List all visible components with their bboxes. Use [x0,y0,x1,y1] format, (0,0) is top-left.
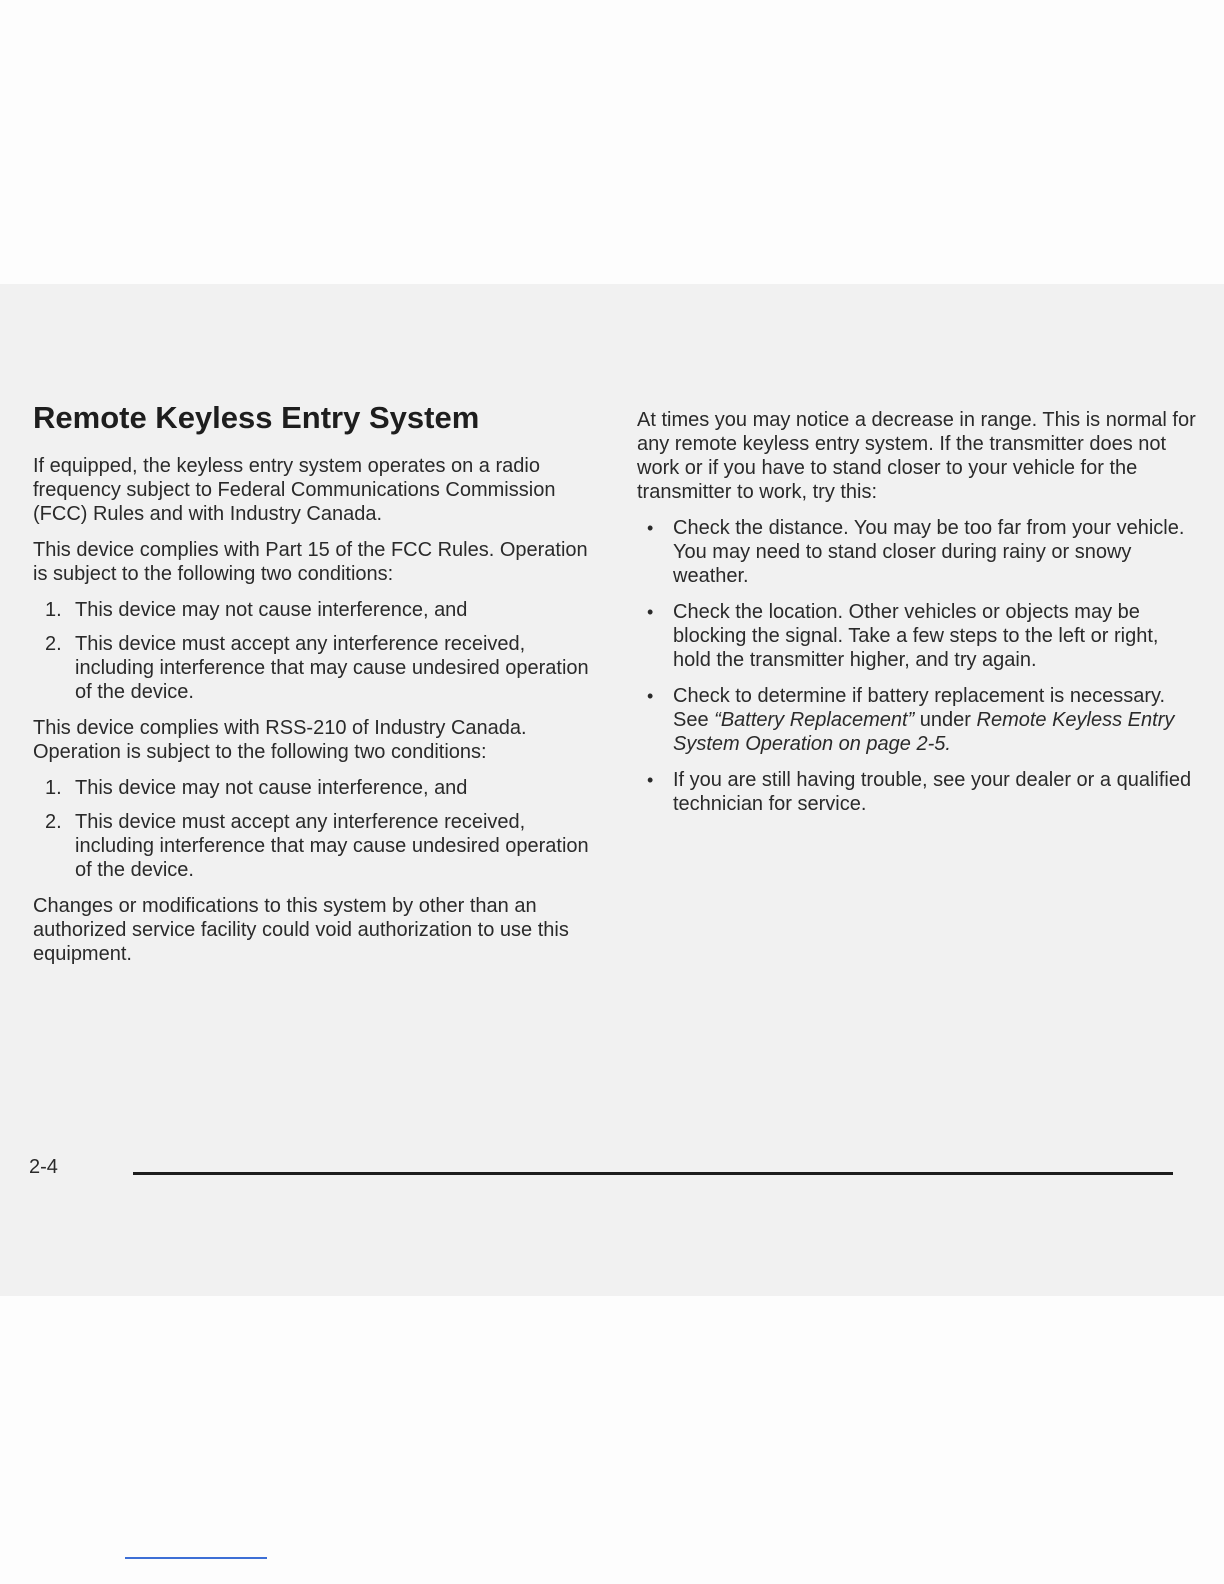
tip-distance: Check the distance. You may be too far from your vehicle. You may need to stand closer during rainy or snowy weather. [673,517,1185,587]
range-intro-paragraph: At times you may notice a decrease in range. This is normal for any remote keyless entry system. If the transmitter does not work or if you have to stand closer to your vehicle for the transmitter to work, try this: [637,409,1196,503]
list-item [33,632,593,704]
left-column [33,398,593,978]
tip-battery-prefix: Check to determine if battery replacement is necessary. See [673,685,1166,731]
bullet-icon: • [647,686,654,706]
list-number: 1. [45,777,62,799]
intro-paragraph: If equipped, the keyless entry system operates on a radio frequency subject to Federal Communications Commission (FCC) Rules and with Industry Canada. [33,455,556,525]
troubleshooting-list [637,516,1197,816]
list-number: 2. [45,633,62,655]
list-item [637,768,1197,816]
list-item-text: This device may not cause interference, and [75,777,468,799]
list-item [637,600,1197,672]
page-number: 2-4 [29,1156,58,1178]
list-item [33,598,593,622]
list-item [33,810,593,882]
section-reference: Remote Keyless Entry System Operation on page 2-5. [673,709,1175,755]
tip-dealer: If you are still having trouble, see your dealer or a qualified technician for service. [673,769,1192,815]
battery-replacement-reference: “Battery Replacement” [714,709,915,731]
list-item [637,516,1197,588]
tip-battery-mid: under [914,709,977,731]
canada-statement: This device complies with RSS-210 of Industry Canada. Operation is subject to the following two conditions: [33,717,527,763]
list-item [637,684,1197,756]
list-item-text: This device may not cause interference, and [75,599,468,621]
fcc-conditions-list [33,598,593,704]
link-underline [125,1557,267,1559]
list-item-text: This device must accept any interference received, including interference that may cause undesired operation of the device. [75,633,589,703]
changes-warning: Changes or modifications to this system by other than an authorized service facility could void authorization to use this equipment. [33,895,569,965]
canada-conditions-list [33,776,593,882]
bullet-icon: • [647,602,654,622]
bullet-icon: • [647,770,654,790]
list-number: 1. [45,599,62,621]
list-item-text: This device must accept any interference received, including interference that may cause undesired operation of the device. [75,811,589,881]
footer-divider [133,1172,1173,1175]
list-number: 2. [45,811,62,833]
bullet-icon: • [647,518,654,538]
list-item [33,776,593,800]
tip-location: Check the location. Other vehicles or objects may be blocking the signal. Take a few steps to the left or right, hold the transmitter higher, and try again. [673,601,1159,671]
right-column [637,408,1197,828]
section-title: Remote Keyless Entry System [33,400,480,435]
fcc-statement: This device complies with Part 15 of the FCC Rules. Operation is subject to the following two conditions: [33,539,588,585]
